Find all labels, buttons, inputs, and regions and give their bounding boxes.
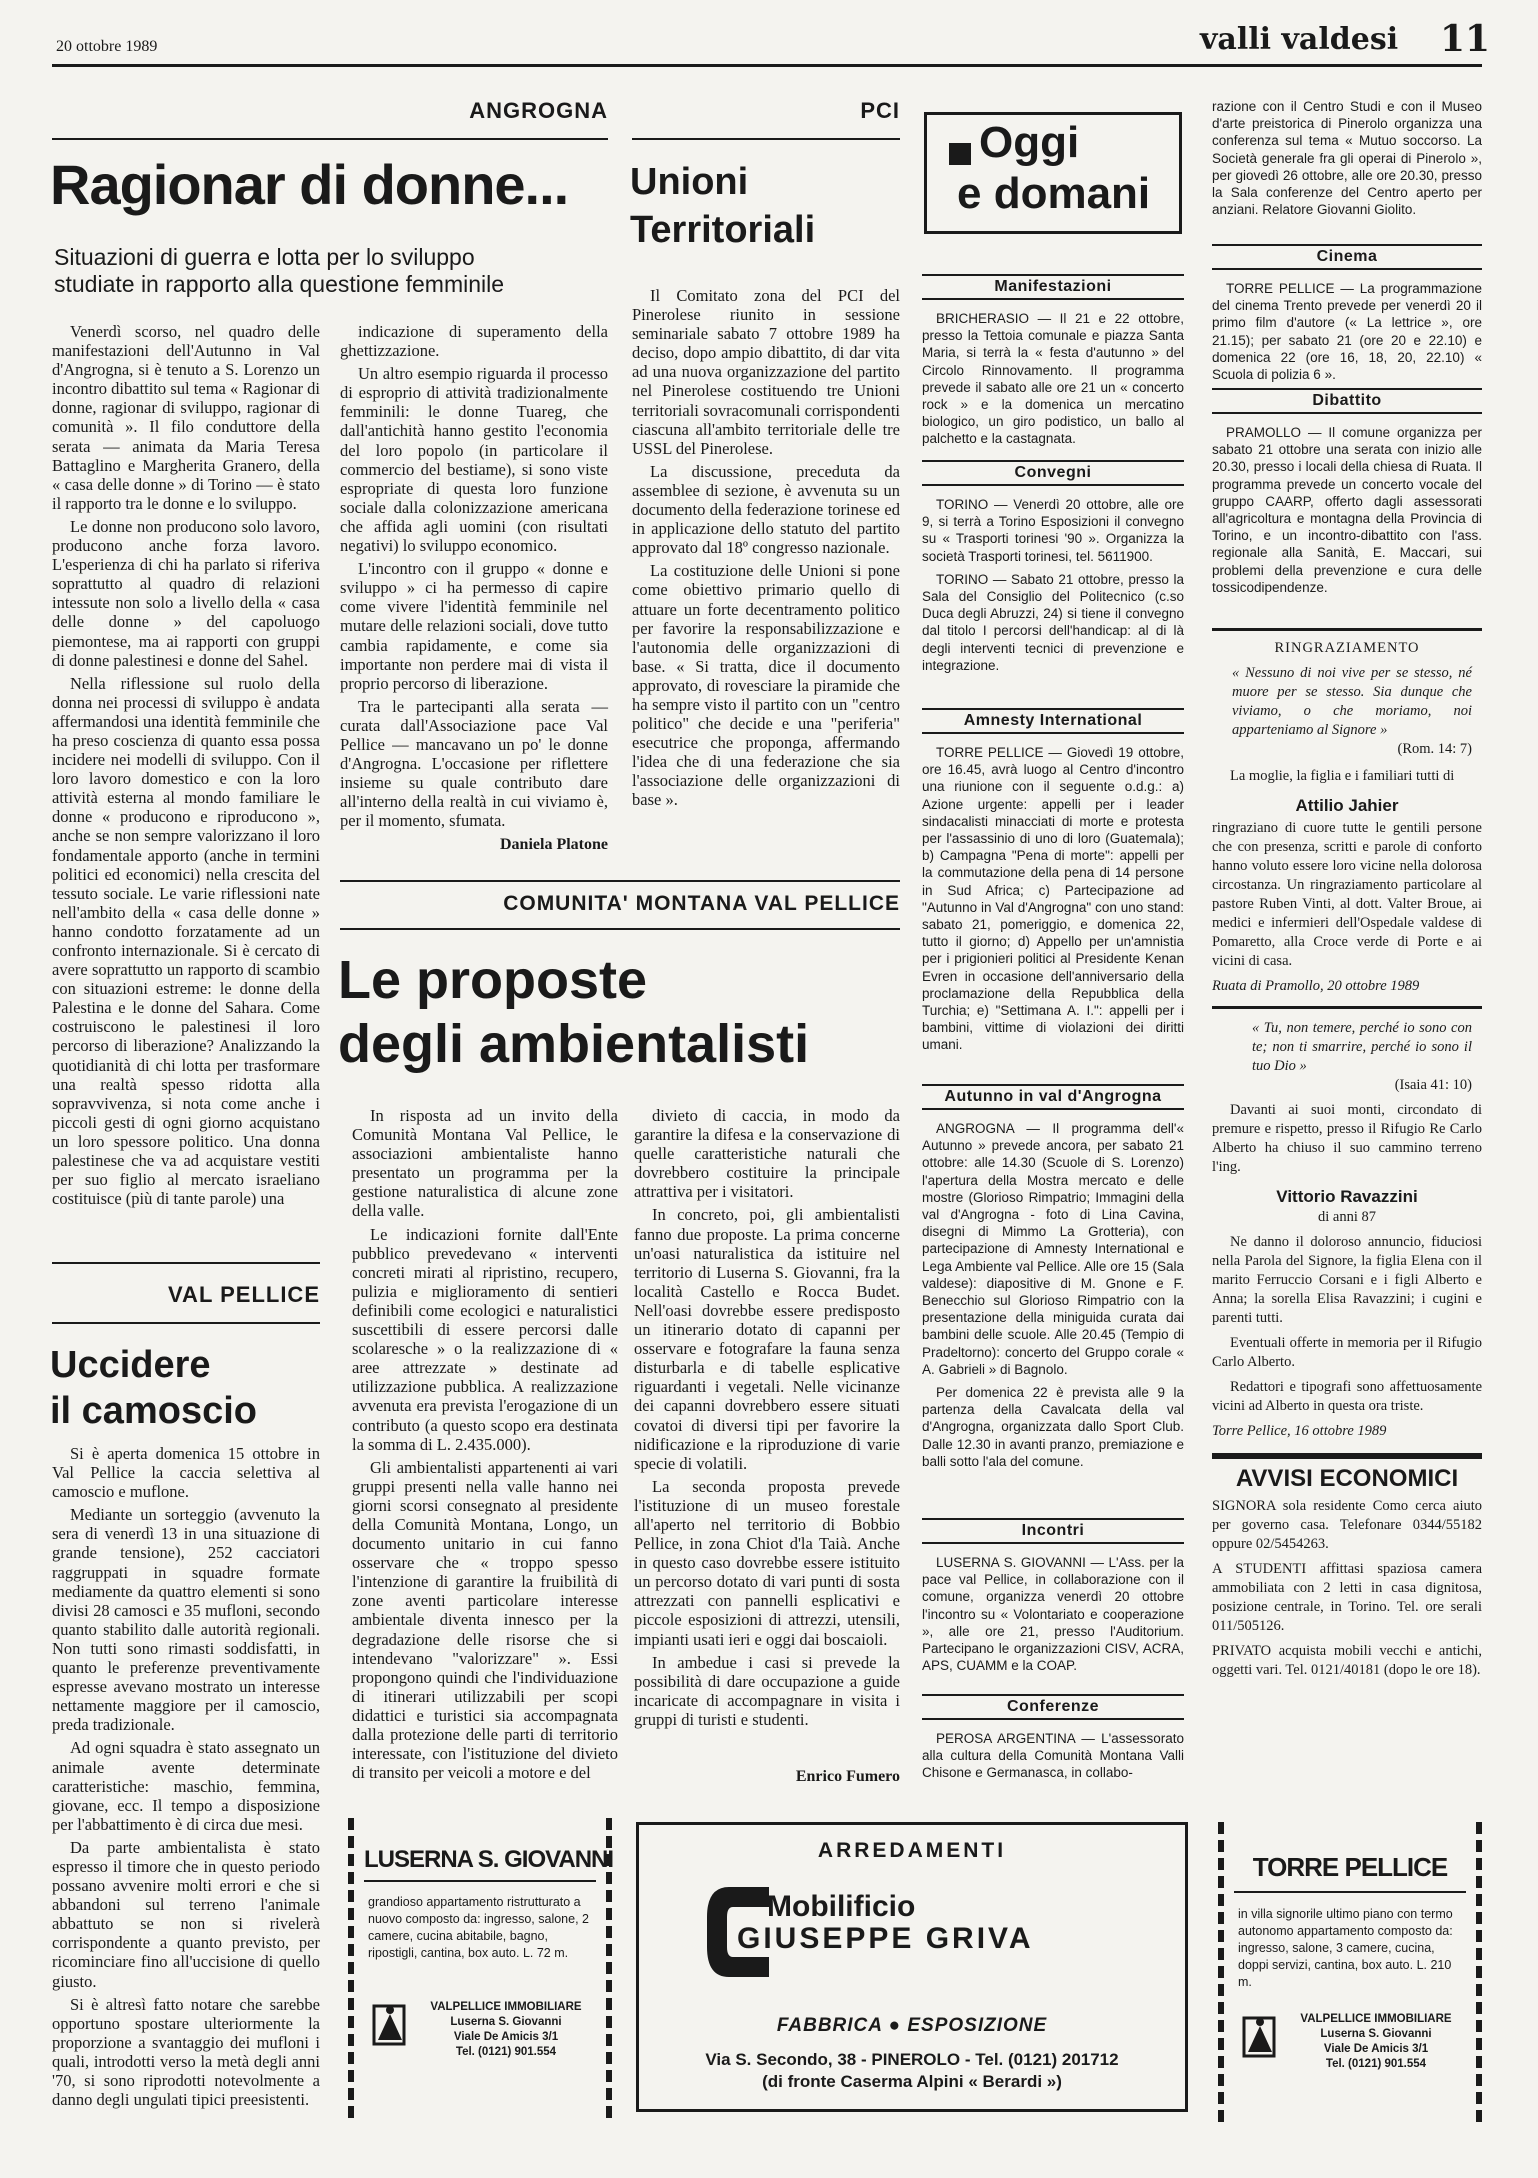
publication-name: valli valdesi xyxy=(1200,22,1399,57)
author-signature: Daniela Platone xyxy=(500,836,608,853)
agency-address: Viale De Amicis 3/1 xyxy=(1323,2043,1429,2055)
agency-address: Luserna S. Giovanni xyxy=(450,2016,562,2028)
ad-text: grandioso appartamento ristrutturato a nuovo composto da: ingresso, salone, 2 camere, cucina abitabile, bagno, ripostigli, cantina, box auto. L. 72 m. xyxy=(368,1895,589,1960)
ad-address xyxy=(639,2049,1185,2093)
agency-address: Luserna S. Giovanni xyxy=(1320,2028,1432,2040)
paragraph: In risposta ad un invito della Comunità Montana Val Pellice, le associazioni ambientaliste hanno presentato un programma per la gestione naturalistica di alcune zone della valle. xyxy=(352,1106,618,1221)
issue-date: 20 ottobre 1989 xyxy=(56,38,158,55)
page-number: 11 xyxy=(1440,18,1491,60)
paragraph: Si è aperta domenica 15 ottobre in Val Pellice la caccia selettiva al camoscio e muflone. xyxy=(52,1444,320,1502)
article-column xyxy=(52,322,320,1252)
ad-tagline xyxy=(639,2015,1185,2037)
section-label-angrogna: ANGROGNA xyxy=(469,98,608,123)
paragraph: La discussione, preceduta da assemblee di sezione, è avvenuta su un documento della federazione torinese ed in applicazione dello statuto del partito approvato dal 18º congresso nazionale. xyxy=(632,461,900,558)
notice-text: ringraziano di cuore tutte le gentili persone che con presenza, scritti e parole di conforto hanno voluto essere loro vicine nella dolorosa circostanza. Un ringraziamento particolare al pastore Ruben Vinti, al dott. Valter Broue, ai medici e infermieri dell'Ospedale valdese di Pomaretto, alla Croce verde di Porte e ai vicini di casa. xyxy=(1212,820,1482,969)
subtitle-line: Situazioni di guerra e lotta per lo sviluppo xyxy=(54,244,475,270)
paragraph: La costituzione delle Unioni si pone come obiettivo primario quello di attuare un forte decentramento politico per favorire la responsabilizzazione e l'autonomia delle organizzazioni di base. « Si tratta, dice il documento approvato, di rovesciare la piramide che ha sempre visto il partito con un "centro politico" che decide e una "periferia" esecutrice che proponga, affermando l'idea che di una federazione che sia l'associazione delle organizzazioni di base ». xyxy=(632,561,900,810)
bullet-icon: ● xyxy=(888,2015,908,2036)
category-head: Dibattito xyxy=(1212,388,1482,414)
category-head: Cinema xyxy=(1212,244,1482,270)
agency-address: Viale De Amicis 3/1 xyxy=(453,2031,559,2043)
category-head: Convegni xyxy=(922,460,1184,486)
paragraph: Le donne non producono solo lavoro, producono anche forza lavoro. L'esperienza di chi ha parlato si riferiva soprattutto al quadro di relazioni intessute non solo a livello della « casa delle donne » del capoluogo piemontese, ma ai rapporti con gruppi di donne palestinesi e donne del Sahel. xyxy=(52,516,320,670)
quote-reference: (Rom. 14: 7) xyxy=(1397,741,1472,757)
agency-name: VALPELLICE IMMOBILIARE xyxy=(430,2001,582,2013)
paragraph: TORRE PELLICE — Giovedì 19 ottobre, ore 16.45, avrà luogo al Centro d'incontro una riunione con il seguente o.d.g.: a) Azione urgente: appelli per i leader sindacalisti minacciati di morte e protesta per l'assassinio di uno di loro (Guatemala); b) Campagna "Pena di morte": appelli per la commutazione della pena di 14 persone in Sud Africa; c) Partecipazione ad "Autunno in Val d'Angrogna" con uno stand: sabato 21, pomeriggio, e domenica 22, tutto il giorno; d) Appello per un'amnistia per i prigionieri politici al Presidente Kenan Evren in occasione dell'anniversario della proclamazione della Repubblica della Turchia; e) "Settimana A. I.": appelli per i bambini, vittime di violazioni dei diritti umani. xyxy=(922,745,1184,1053)
right-column xyxy=(1212,98,1482,1680)
event-text xyxy=(1212,424,1482,624)
classified-item: A STUDENTI affittasi spaziosa camera ammobiliata con 2 letti in casa dignitosa, posizione centrale, in Torino. Tel. ore serali 011/505126. xyxy=(1212,1561,1482,1634)
paragraph: Tra le partecipanti alla serata — curata dall'Associazione pace Val Pellice — mancavano un po' le donne d'Angrogna. L'occasione per riflettere insieme su quale contributo dare all'interno della realtà in cui viviamo è, per il momento, sfumata. xyxy=(340,696,608,831)
paragraph: LUSERNA S. GIOVANNI — L'Ass. per la pace val Pellice, in collaborazione con il comune, organizza venerdì 20 ottobre l'incontro su « Volontariato e cooperazione », alle ore 21, presso l'Auditorium. Partecipano le organizzazioni CISV, ACRA, APS, CUAMM e la COAP. xyxy=(922,1555,1184,1674)
section-rule xyxy=(632,138,900,140)
category-head: Amnesty International xyxy=(922,708,1184,734)
section-label-comunita: COMUNITA' MONTANA VAL PELLICE xyxy=(503,892,900,915)
paragraph: Ad ogni squadra è stato assegnato un animale avente determinate caratteristiche: maschio, femmina, giovane, ecc. Il tempo a disposizione per l'abbattimento è di circa due mesi. xyxy=(52,1738,320,1834)
classified-list xyxy=(1212,1493,1482,1680)
deceased-name: Vittorio Ravazzini xyxy=(1276,1187,1418,1206)
article-column xyxy=(632,286,900,866)
events-column xyxy=(922,274,1184,1781)
event-text xyxy=(922,496,1184,708)
article-title-unioni xyxy=(630,158,815,254)
category-head: Incontri xyxy=(922,1518,1184,1544)
paragraph: Da parte ambientalista è stato espresso il timore che in questo periodo possano avvenire molti errori e che si abbandoni sul terreno l'animale abbattuto se non si rivelerà corrispondente a quanto previsto, per ricominciare fino all'uccisione di quello giusto. xyxy=(52,1837,320,1991)
paragraph: Le indicazioni fornite dall'Ente pubblico prevedevano « interventi concreti mirati al ripristino, recupero, pulizia e miglioramento di sentieri definibili come ecologici e naturalistici suscettibili di essere percorsi dalle scolaresche » o la realizzazione di « aree attrezzate » destinate ad utilizzazione pubblica. A realizzazione avvenuta era prevista l'erogazione di un contributo (a questo scopo era destinata la somma di L. 2.435.000). xyxy=(352,1224,618,1454)
event-text xyxy=(922,310,1184,458)
square-bullet-icon xyxy=(949,143,971,165)
bible-quote: « Nessuno di noi vive per se stesso, né muore per se stesso. Sia dunque che viviamo, o che moriamo, noi apparteniamo al Signore » xyxy=(1232,665,1472,738)
obituary-notice xyxy=(1212,628,1482,996)
paragraph: razione con il Centro Studi e con il Museo d'arte preistorica di Pinerolo organizza una conferenza sul tema « Mutuo soccorso. La Società generale fra gli operai di Pinerolo », per giovedì 26 ottobre, alle ore 20.30, presso la Sala conferenze del Centro aperto per anziani. Relatore Giovanni Giolito. xyxy=(1212,99,1482,218)
classifieds-head: AVVISI ECONOMICI xyxy=(1235,1465,1459,1492)
paragraph: indicazione di superamento della ghettizzazione. xyxy=(340,322,608,361)
paragraph: TORINO — Sabato 21 ottobre, presso la Sala del Consiglio del Politecnico (c.so Duca degli Abruzzi, 24) si tiene il convegno dal titolo I percorsi dell'handicap: al di là degli interventi tecnici di prevenzione e integrazione. xyxy=(922,571,1184,673)
agency-name: VALPELLICE IMMOBILIARE xyxy=(1300,2013,1452,2025)
agency-phone: Tel. (0121) 901.554 xyxy=(455,2046,557,2058)
notice-intro: La moglie, la figlia e i familiari tutti di xyxy=(1230,768,1455,784)
title-line: degli ambientalisti xyxy=(338,1014,810,1074)
paragraph: Nella riflessione sul ruolo della donna nei processi di sviluppo è andata affermandosi una identità femminile che ha preso coscienza di quanto essa possa incidere nei modelli di sviluppo. Con il loro lavoro domestico e con la loro attività esterna al mondo familiare le donne « producono e riproducono », anche se non sempre valorizzano il loro fondamentale apporto (anche in termini politici ed economici) nella crescita del tessuto sociale. Le varie riflessioni nate nell'ambito della « casa delle donne » hanno condotto forzatamente ad un confronto internazionale. Si è cercato di avere soprattutto un rapporto di scambio con situazioni estreme: le donne della Palestina e le donne del Sahara. Come costruiscono le palestinesi il loro percorso di liberazione? Analizzando la quotidianità di chi lotta per trasformare una realtà spesso ridotta alla sopravvivenza, si nota come anche i piccoli gesti di ogni giorno acquistano un loro spessore politico. Una donna palestinese che va ad acquistare vestiti per suo figlio al mercato israeliano costituisce (più di tante parole) una xyxy=(52,673,320,1209)
article-subtitle xyxy=(54,244,504,298)
paragraph: BRICHERASIO — Il 21 e 22 ottobre, presso la Tettoia comunale e piazza Santa Maria, si terrà la « festa d'autunno » del Circolo Rinnovamento. Il programma prevede il sabato alle ore 21 un « concerto rock » e la domenica un mercatino biologico, un giro podistico, un ballo al palchetto e la castagnata. xyxy=(922,311,1184,447)
event-text xyxy=(1212,280,1482,388)
article-column xyxy=(352,1106,618,1783)
tagline-part: ESPOSIZIONE xyxy=(907,2015,1048,2036)
paragraph: In concreto, poi, gli ambientalisti fanno due proposte. La prima concerne un'oasi naturalistica da istituire nel territorio di Luserna S. Giovanni, fra la località Castello e Rocca Budet. Nell'oasi dovrebbe essere predisposto un itinerario dotato di capanni per osservare e fotografare la fauna senza disturbarla e di tabelle esplicative riguardanti i vegetali. Nelle vicinanze dei capanni dovrebbero essere situati covatoi di diversi tipi per favorire la nidificazione e la riproduzione di varie specie di volatili. xyxy=(634,1205,900,1473)
ad-title: LUSERNA S. GIOVANNI xyxy=(364,1846,596,1882)
agency-phone: Tel. (0121) 901.554 xyxy=(1325,2058,1427,2070)
tagline-part: FABBRICA xyxy=(776,2015,883,2036)
paragraph: Un altro esempio riguarda il processo di esproprio di attività tradizionalmente femminili: le donne Tuareg, che dall'antichità hanno gestito l'economia del loro popolo (in particolare il commercio del bestiame), si sono viste espropriate di questa loro funzione sociale dalla colonizzazione americana che affida agli uomini (con risultati negativi) lo sviluppo economico. xyxy=(340,364,608,556)
section-rule xyxy=(52,1322,320,1324)
ad-title: TORRE PELLICE xyxy=(1234,1852,1466,1893)
paragraph: PRAMOLLO — Il comune organizza per sabato 21 ottobre una serata con inizio alle 20.30, presso i locali della chiesa di Ruata. Il programma prevede un concerto vocale del gruppo CAARP, offerto dagli assessorati all'agricoltura e montagna della Provincia di Torino, e un incontro-dibattito con l'ass. regionale alla Sanità, E. Maccari, sui problemi della prevenzione e cura delle tossicodipendenze. xyxy=(1212,425,1482,595)
notice-head: RINGRAZIAMENTO xyxy=(1274,640,1420,656)
address-line: Via S. Secondo, 38 - PINEROLO - Tel. (0121) 201712 xyxy=(705,2050,1119,2069)
oggi-domani-box xyxy=(924,112,1182,234)
paragraph: divieto di caccia, in modo da garantire la difesa e la conservazione di quelle caratteristiche naturali che dovrebbero costituire la principale attrattiva per i visitatori. xyxy=(634,1106,900,1202)
article-title-camoscio xyxy=(50,1342,257,1434)
article-column xyxy=(52,1444,320,2144)
paragraph: TORRE PELLICE — La programmazione del cinema Trento prevede per venerdì 20 il primo film d'autore (« La lettrice », ore 21.15); per sabato 21 (ore 20 e 22.10) e domenica 22 (ore 16, 18, 20, 22.10) « Scuola di polizia 6 ». xyxy=(1212,281,1482,383)
ad-top-label: ARREDAMENTI xyxy=(817,1839,1007,1862)
oggi-title-line: Oggi xyxy=(979,118,1080,167)
notice-text: Eventuali offerte in memoria per il Rifugio Carlo Alberto. xyxy=(1212,1335,1482,1370)
paragraph: Gli ambientalisti appartenenti ai vari gruppi presenti nella valle hanno nei giorni scorsi consegnato al presidente della Comunità Montana, Longo, un documento unitario in cui fanno osservare che « troppo spesso l'intenzione di garantire la fruibilità di zone aventi particolare interesse ambientale diventa innesco per la degradazione delle risorse che si intendevano "valorizzare" ». Essi propongono quindi che l'individuazione di itinerari utilizzabili per scopi didattici e turistici sia accompagnata dalla protezione delle parti di territorio interessate, con l'istituzione del divieto di transito per veicoli a motore e del xyxy=(352,1457,618,1783)
category-head: Manifestazioni xyxy=(922,274,1184,300)
section-rule xyxy=(52,1262,320,1264)
ad-brand-line: Mobilificio xyxy=(767,1890,916,1923)
paragraph: In ambedue i casi si prevede la possibilità di dare occupazione a guide incaricate di accompagnare in visita i gruppi di turisti e studenti. xyxy=(634,1652,900,1729)
article-column xyxy=(634,1106,900,1761)
paragraph: Per domenica 22 è prevista alle 9 la partenza della Cavalcata della val d'Angrogna, organizzata dallo Sport Club. Dalle 12.30 in avanti pranzo, premiazione e balli sotto l'ala del comune. xyxy=(922,1385,1184,1469)
article-title-proposte xyxy=(338,948,809,1076)
paragraph: Venerdì scorso, nel quadro delle manifestazioni dell'Autunno in Val d'Angrogna, si è tenuto a S. Lorenzo un incontro dibattito sul tema « Ragionar di donne, ragionar di sviluppo, ragionar di comunità ». Il filo conduttore della serata — animata da Maria Teresa Battaglino e Margherita Granero, della « casa delle donne » di Torino — è stato il rapporto tra le donne e lo sviluppo. xyxy=(52,322,320,513)
paragraph: TORINO — Venerdì 20 ottobre, alle ore 9, si terrà a Torino Esposizioni il convegno su « Trasporti torinesi '90 ». Organizza la società Trasporti torinesi, tel. 5611900. xyxy=(922,497,1184,564)
paragraph: La seconda proposta prevede l'istituzione di un museo forestale all'aperto nel territorio di Bobbio Pellice, in zona Chiot d'la Taià. Anche in questo caso dovrebbe essere istituito un percorso dotato di vari punti di sosta attrezzati con pannelli esplicativi e piccole esposizioni di attrezzi, utensili, impianti usati ieri e oggi dai boscaioli. xyxy=(634,1476,900,1649)
category-head: Conferenze xyxy=(922,1694,1184,1720)
ad-text: in villa signorile ultimo piano con termo autonomo appartamento composto da: ingresso, salone, 3 camere, cucina, doppi servizi, cantina, box auto. L. 210 m. xyxy=(1238,1907,1453,1989)
paragraph: Si è altresì fatto notare che sarebbe opportuno spostare ulteriormente la proporzione a svantaggio dei mufloni i quali, introdotti verso la metà degli anni '70, si sono riprodotti notevolmente a danno degli ungulati tipici preesistenti. xyxy=(52,1994,320,2110)
event-text xyxy=(922,1554,1184,1694)
ad-brand-line: GIUSEPPE GRIVA xyxy=(737,1922,1034,1955)
ad-griva xyxy=(636,1822,1188,2112)
deceased-age: di anni 87 xyxy=(1318,1209,1376,1225)
title-line: Unioni xyxy=(630,161,749,203)
paragraph: Il Comitato zona del PCI del Pinerolese riunito in sessione seminariale sabato 7 ottobre 1989 ha deciso, dopo ampio dibattito, di dar vita ad una nuova organizzazione del partito nel Pinerolese costituendo tre Unioni territoriali sovracomunali corrispondenti ciascuna all'ambito territoriale delle tre USSL del Pinerolese. xyxy=(632,286,900,458)
title-line: il camoscio xyxy=(50,1390,257,1432)
place-date: Torre Pellice, 16 ottobre 1989 xyxy=(1212,1423,1387,1439)
title-line: Le proposte xyxy=(338,950,648,1010)
classified-item: PRIVATO acquista mobili vecchi e antichi, oggetti vari. Tel. 0121/40181 (dopo le ore 18). xyxy=(1212,1643,1482,1678)
address-line: (di fronte Caserma Alpini « Berardi ») xyxy=(762,2072,1062,2091)
obituary-notice xyxy=(1212,1006,1482,1441)
oggi-title-line: e domani xyxy=(957,169,1151,218)
section-rule xyxy=(340,880,900,882)
event-text xyxy=(922,744,1184,1084)
section-label-val-pellice: VAL PELLICE xyxy=(168,1282,320,1307)
title-line: Uccidere xyxy=(50,1344,211,1386)
paragraph: L'incontro con il gruppo « donne e sviluppo » ci ha permesso di capire come vivere l'identità femminile nel mutare delle relazioni sociali, dove tutto cambia rapidamente, e come sia importante non perdere mai di vista il proprio percorso di liberazione. xyxy=(340,559,608,693)
event-text xyxy=(922,1730,1184,1781)
notice-text: Redattori e tipografi sono affettuosamente vicini ad Alberto in questa ora triste. xyxy=(1212,1379,1482,1414)
agency-contact xyxy=(416,2000,596,2060)
bible-quote: « Tu, non temere, perché io sono con te; non ti smarrire, perché io sono il tuo Dio » xyxy=(1252,1020,1472,1074)
agency-logo-icon xyxy=(1240,2012,1280,2062)
classifieds xyxy=(1212,1453,1482,1680)
notice-intro: Davanti ai suoi monti, circondato di premure e rispetto, presso il Rifugio Re Carlo Alberto ha chiuso il suo cammino terreno l'ing. xyxy=(1212,1102,1482,1175)
category-head: Autunno in val d'Angrogna xyxy=(922,1084,1184,1110)
quote-reference: (Isaia 41: 10) xyxy=(1394,1077,1472,1093)
event-text xyxy=(922,1120,1184,1518)
section-label-pci: PCI xyxy=(860,98,900,123)
section-rule xyxy=(340,928,900,930)
paragraph: ANGROGNA — Il programma dell'« Autunno » prevede ancora, per sabato 21 ottobre: alle 14.30 (Scuole di S. Lorenzo) l'apertura della Mostra mercato e delle mostre (Glorioso Rimpatrio; Immagini della val d'Angrogna - foto di Lina Cavina, disegni di Mimmo La Grotteria), con partecipazione di Amnesty International e Lega Ambiente val Pellice. Alle ore 15 (Sala valdese): diapositive di M. Gnone e F. Benecchio sul Glorioso Rimpatrio con la presentazione della miniguida curata dai bambini delle scuole. Alle 20.45 (Tempio di Pradeltorno): concerto del Gruppo corale « A. Gabrieli » di Bagnolo. xyxy=(922,1121,1184,1377)
title-line: Territoriali xyxy=(630,209,816,251)
header-rule xyxy=(52,64,1482,67)
section-rule xyxy=(52,138,608,140)
classified-item: SIGNORA sola residente Como cerca aiuto per governo casa. Telefonare 0344/55182 oppure 02/5454263. xyxy=(1212,1498,1482,1552)
paragraph: Mediante un sorteggio (avvenuto la sera di venerdì 13 in una situazione di grande tensione), 252 cacciatori raggruppati in squadre formate mediamente da quattro elementi si sono divisi 28 camosci e 35 mufloni, secondo quanto stabilito dalle autorità regionali. Non tutti sono rimasti soddisfatti, in quanto le preferenze preventivamente espresse avevano mostrato un interesse nettamente maggiore per il camoscio, preda tradizionale. xyxy=(52,1505,320,1735)
place-date: Ruata di Pramollo, 20 ottobre 1989 xyxy=(1212,978,1420,994)
ad-torre-pellice xyxy=(1218,1822,1482,2122)
article-column xyxy=(340,322,608,847)
subtitle-line: studiate in rapporto alla questione femminile xyxy=(54,271,505,297)
agency-contact xyxy=(1286,2012,1466,2072)
deceased-name: Attilio Jahier xyxy=(1295,796,1399,815)
ad-luserna xyxy=(348,1818,612,2118)
article-title-ragionar: Ragionar di donne... xyxy=(50,153,569,216)
author-signature: Enrico Fumero xyxy=(795,1768,900,1785)
event-text xyxy=(1212,98,1482,236)
paragraph: PEROSA ARGENTINA — L'assessorato alla cultura della Comunità Montana Valli Chisone e Germanasca, in collabo- xyxy=(922,1731,1184,1781)
agency-logo-icon xyxy=(370,2000,410,2050)
notice-text: Ne danno il doloroso annuncio, fiduciosi nella Parola del Signore, la figlia Elena con il marito Ferruccio Corsani e i figli Alberto e Anna; la sorella Elisa Ravazzini; i cugini e parenti tutti. xyxy=(1212,1234,1482,1326)
